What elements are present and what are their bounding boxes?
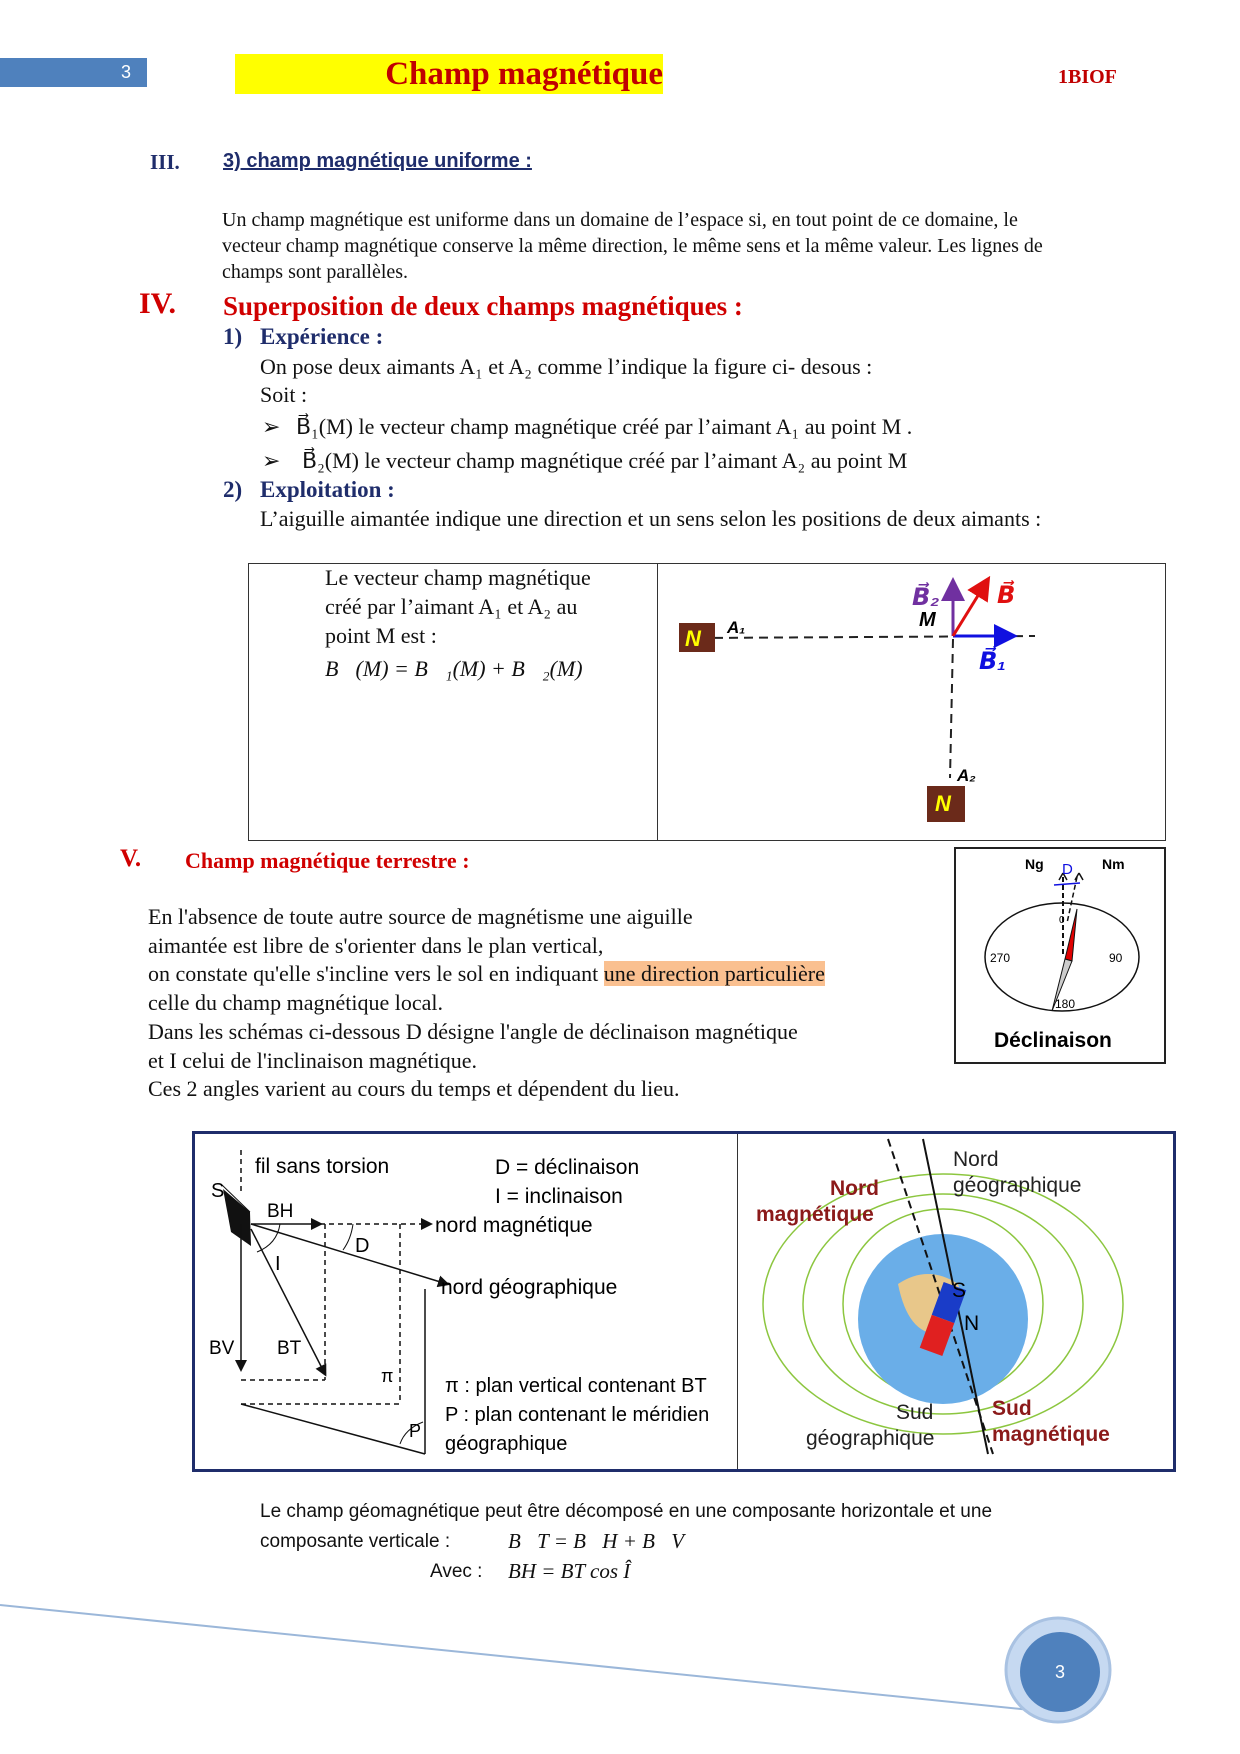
formula-bt: B⃗T = B⃗H + B⃗V: [508, 1529, 685, 1553]
p-label: P: [409, 1421, 422, 1441]
text-line: celle du champ magnétique local.: [148, 990, 444, 1015]
text-line: En l'absence de toute autre source de magnétisme une aiguille: [148, 904, 693, 929]
vector-sum-formula: B⃗(M) = B⃗₁(M) + B⃗₂(M): [325, 656, 583, 681]
text-line: aimantée est libre de s'orienter dans le plan vertical,: [148, 933, 604, 958]
a2-label: A₂: [957, 766, 976, 785]
sub-2-title: Exploitation :: [260, 477, 395, 502]
d-label: D: [1062, 861, 1073, 878]
point-m-label: M: [919, 609, 936, 631]
two-magnets-figure: [657, 563, 1166, 841]
text-line: Ces 2 angles varient au cours du temps et dépendent du lieu.: [148, 1076, 680, 1101]
page-title: Champ magnétique: [235, 54, 663, 94]
section-4-roman: IV.: [139, 287, 176, 320]
bottom-line-1: Le champ géomagnétique peut être décomposé en une composante horizontale et une: [260, 1501, 993, 1522]
d-definition: D = déclinaison: [495, 1156, 640, 1179]
bh-label: BH: [267, 1201, 294, 1222]
section-5-roman: V.: [120, 845, 142, 872]
n-pole-label: N: [964, 1312, 980, 1335]
section-5-title: Champ magnétique terrestre :: [185, 848, 470, 873]
bv-label: BV: [209, 1338, 235, 1359]
deg-90-label: 90: [1109, 951, 1123, 965]
experience-text: On pose deux aimants A₁ et A₂ comme l’indique la figure ci- desous :: [260, 354, 873, 379]
dashed-line-a2: [950, 639, 953, 778]
section-3-line: champs sont parallèles.: [222, 261, 409, 283]
formula-bh: BH = BT cos Î: [508, 1559, 631, 1583]
nm-label: Nm: [1102, 856, 1125, 872]
earth-magnetic-field-figure: [738, 1134, 1173, 1469]
section-4-title: Superposition de deux champs magnétiques :: [223, 291, 743, 321]
footer-page-number: 3: [1020, 1632, 1100, 1712]
bullet-b2: B⃗₂(M) le vecteur champ magnétique créé par l’aimant A₂ au point M: [302, 448, 908, 473]
s-label: S: [211, 1180, 225, 1202]
exploitation-text: L’aiguille aimantée indique une direction et un sens selon les positions de deux aimants :: [260, 506, 1042, 531]
nord-magnetique-label: nord magnétique: [435, 1214, 593, 1237]
magnet-a2-label: N: [935, 791, 951, 816]
deg-270-label: 270: [990, 951, 1011, 965]
class-level: 1BIOF: [1058, 66, 1117, 88]
sud-mag-label: Sud: [992, 1397, 1032, 1420]
bullet-arrow-icon: ➢: [262, 414, 281, 439]
magnetique-sud-label: magnétique: [992, 1423, 1110, 1446]
nord-geographique-label: nord géographique: [441, 1276, 618, 1299]
geographique-label: géographique: [953, 1174, 1082, 1197]
highlighted-text: une direction particulière: [603, 961, 825, 986]
nord-mag-label: Nord: [830, 1177, 879, 1200]
b-vector: [953, 581, 987, 636]
p-definition: P : plan contenant le méridien: [445, 1404, 710, 1426]
soit-label: Soit :: [260, 382, 308, 407]
sub-2-number: 2): [223, 477, 243, 502]
section-3-line: Un champ magnétique est uniforme dans un domaine de l’espace si, en tout point de ce domaine, le: [222, 209, 1018, 231]
deg-180-label: 180: [1055, 997, 1076, 1011]
pi-label: π: [381, 1366, 394, 1386]
table-line: point M est :: [325, 623, 437, 648]
nord-geo-label: Nord: [953, 1148, 999, 1171]
i-definition: I = inclinaison: [495, 1185, 623, 1208]
b1-label: B⃗₁: [979, 648, 1006, 675]
bt-label: BT: [277, 1338, 302, 1359]
page-number-tab: 3: [0, 58, 147, 87]
angle-i-label: I: [275, 1253, 281, 1275]
bullet-arrow-icon: ➢: [262, 448, 281, 473]
avec-label: Avec :: [430, 1561, 483, 1582]
section-3-roman: III.: [150, 150, 180, 174]
s-pole-label: S: [952, 1279, 967, 1302]
b2-label: B⃗₂: [912, 584, 940, 611]
fil-label: fil sans torsion: [255, 1155, 390, 1178]
magnet-a1-label: N: [685, 626, 701, 651]
declination-compass-figure: [954, 847, 1166, 1064]
sub-1-title: Expérience :: [260, 324, 384, 349]
text-line: et I celui de l'inclinaison magnétique.: [148, 1048, 477, 1073]
text-line: on constate qu'elle s'incline vers le sol en indiquant une direction particulière: [148, 961, 825, 986]
sub-1-number: 1): [223, 324, 243, 349]
declination-inclination-diagram: [195, 1134, 735, 1469]
ng-label: Ng: [1025, 856, 1044, 872]
p-definition-cont: géographique: [445, 1433, 568, 1455]
bottom-line-2: composante verticale :: [260, 1531, 451, 1552]
table-line: Le vecteur champ magnétique: [325, 565, 591, 590]
sud-geo-label: Sud: [896, 1401, 934, 1424]
deg-0-label: 0: [1059, 915, 1065, 926]
section-3-line: vecteur champ magnétique conserve la même direction, le même sens et la même valeur. Les lignes de: [222, 235, 1043, 257]
table-line: créé par l’aimant A₁ et A₂ au: [325, 594, 578, 619]
declination-caption: Déclinaison: [994, 1029, 1112, 1052]
pi-definition: π : plan vertical contenant BT: [445, 1375, 707, 1397]
b-label: B⃗: [997, 582, 1016, 609]
section-3-title: 3) champ magnétique uniforme :: [223, 150, 532, 172]
geographique-sud-label: géographique: [806, 1427, 935, 1450]
magnetique-label: magnétique: [756, 1203, 874, 1226]
bullet-b1: B⃗₁(M) le vecteur champ magnétique créé par l’aimant A₁ au point M .: [296, 414, 913, 439]
a1-label: A₁: [727, 618, 746, 637]
text-line: Dans les schémas ci-dessous D désigne l'angle de déclinaison magnétique: [148, 1019, 798, 1044]
angle-d-label: D: [355, 1235, 370, 1257]
